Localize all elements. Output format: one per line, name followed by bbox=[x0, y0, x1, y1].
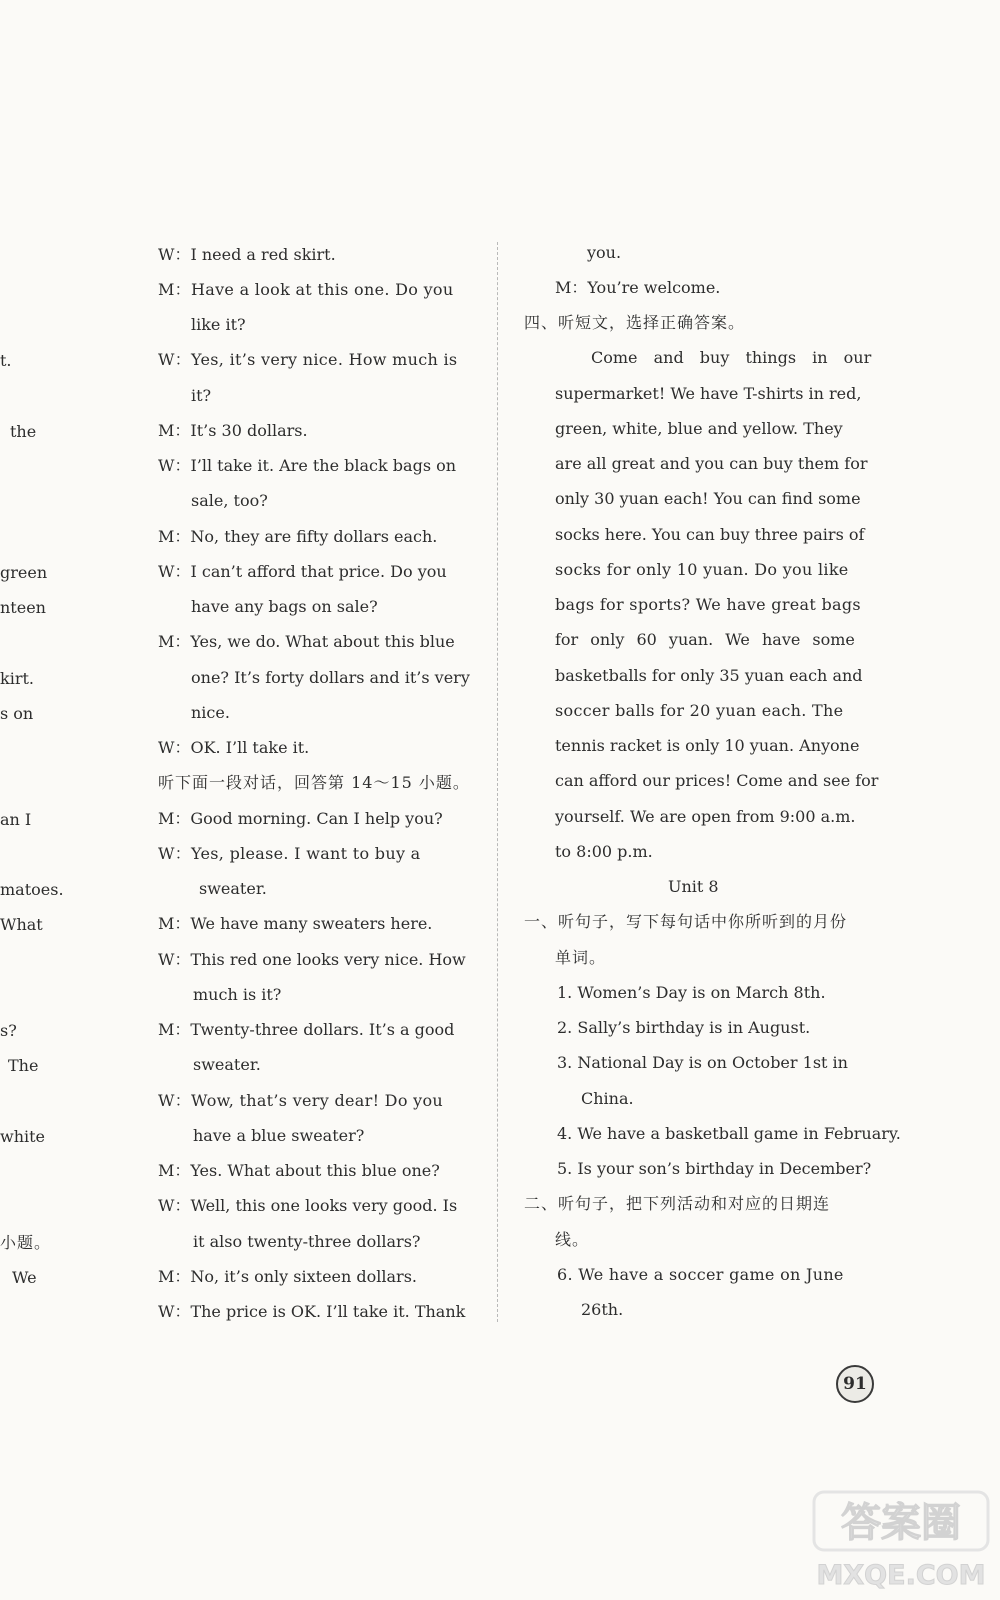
dialogue-line: M：Good morning. Can I help you? bbox=[158, 809, 443, 828]
passage-line: tennis racket is only 10 yuan. Anyone bbox=[555, 736, 860, 755]
dialogue-line: W：I’ll take it. Are the black bags on bbox=[158, 456, 457, 475]
dialogue-line: have any bags on sale? bbox=[191, 597, 378, 616]
passage-line: supermarket! We have T-shirts in red, bbox=[555, 384, 862, 403]
passage-line: Come and buy things in our bbox=[591, 348, 872, 367]
dialogue-line: W：The price is OK. I’ll take it. Thank bbox=[158, 1302, 466, 1321]
section-heading: 线。 bbox=[555, 1230, 590, 1249]
dialogue-line: M：Twenty-three dollars. It’s a good bbox=[158, 1020, 455, 1039]
question-item: 6. We have a soccer game on June bbox=[557, 1265, 844, 1284]
dialogue-line: W：I need a red skirt. bbox=[158, 245, 336, 264]
section-heading: 一、听句子，写下每句话中你所听到的月份 bbox=[524, 912, 848, 931]
margin-fragment: t. bbox=[0, 351, 12, 370]
dialogue-line: M：Yes. What about this blue one? bbox=[158, 1161, 440, 1180]
dialogue-line: sale, too? bbox=[191, 491, 268, 510]
margin-fragment: an I bbox=[0, 810, 32, 829]
margin-fragment: We bbox=[12, 1268, 37, 1287]
passage-line: to 8:00 p.m. bbox=[555, 842, 653, 861]
passage-line: green, white, blue and yellow. They bbox=[555, 419, 843, 438]
passage-line: socks for only 10 yuan. Do you like bbox=[555, 560, 849, 579]
dialogue-line: M：You’re welcome. bbox=[555, 278, 721, 297]
question-item: 4. We have a basketball game in February. bbox=[557, 1124, 901, 1143]
dialogue-line: sweater. bbox=[193, 1055, 261, 1074]
margin-fragment: s on bbox=[0, 704, 34, 723]
dialogue-line: W：OK. I’ll take it. bbox=[158, 738, 310, 757]
section-heading: 四、听短文，选择正确答案。 bbox=[524, 313, 746, 332]
passage-line: basketballs for only 35 yuan each and bbox=[555, 666, 863, 685]
passage-line: socks here. You can buy three pairs of bbox=[555, 525, 865, 544]
margin-fragment: nteen bbox=[0, 598, 46, 617]
dialogue-line: W：Yes, it’s very nice. How much is bbox=[158, 350, 458, 369]
margin-fragment: green bbox=[0, 563, 48, 582]
dialogue-line: W：Yes, please. I want to buy a bbox=[158, 844, 421, 863]
question-item: 1. Women’s Day is on March 8th. bbox=[557, 983, 826, 1002]
column-divider bbox=[497, 242, 498, 1322]
question-item: China. bbox=[581, 1089, 634, 1108]
section-heading: 二、听句子，把下列活动和对应的日期连 bbox=[524, 1194, 831, 1213]
dialogue-line: have a blue sweater? bbox=[193, 1126, 365, 1145]
dialogue-line: M：No, it’s only sixteen dollars. bbox=[158, 1267, 418, 1286]
section-instruction: 听下面一段对话，回答第 14～15 小题。 bbox=[158, 773, 470, 792]
margin-fragment: What bbox=[0, 915, 43, 934]
svg-text:MXQE.COM: MXQE.COM bbox=[816, 1560, 986, 1591]
passage-line: for only 60 yuan. We have some bbox=[555, 630, 855, 649]
dialogue-line: it also twenty-three dollars? bbox=[193, 1232, 421, 1251]
dialogue-line: you. bbox=[587, 243, 622, 262]
dialogue-line: much is it? bbox=[193, 985, 282, 1004]
dialogue-line: M：Yes, we do. What about this blue bbox=[158, 632, 455, 651]
dialogue-line: nice. bbox=[191, 703, 230, 722]
dialogue-line: sweater. bbox=[199, 879, 267, 898]
margin-fragment: kirt. bbox=[0, 669, 34, 688]
dialogue-line: M：Have a look at this one. Do you bbox=[158, 280, 454, 299]
svg-text:答案圈: 答案圈 bbox=[841, 1500, 961, 1546]
dialogue-line: W：This red one looks very nice. How bbox=[158, 950, 466, 969]
passage-line: yourself. We are open from 9:00 a.m. bbox=[555, 807, 856, 826]
passage-line: bags for sports? We have great bags bbox=[555, 595, 861, 614]
margin-fragment: 小题。 bbox=[0, 1233, 52, 1252]
question-item: 3. National Day is on October 1st in bbox=[557, 1053, 848, 1072]
margin-fragment: matoes. bbox=[0, 880, 64, 899]
question-item: 2. Sally’s birthday is in August. bbox=[557, 1018, 811, 1037]
margin-fragment: s? bbox=[0, 1021, 17, 1040]
dialogue-line: like it? bbox=[191, 315, 246, 334]
dialogue-line: M：No, they are fifty dollars each. bbox=[158, 527, 438, 546]
margin-fragment: The bbox=[8, 1056, 39, 1075]
dialogue-line: M：We have many sweaters here. bbox=[158, 914, 433, 933]
section-heading: 单词。 bbox=[555, 948, 607, 967]
question-item: 26th. bbox=[581, 1300, 624, 1319]
dialogue-line: it? bbox=[191, 386, 212, 405]
dialogue-line: W：Wow, that’s very dear! Do you bbox=[158, 1091, 444, 1110]
passage-line: are all great and you can buy them for bbox=[555, 454, 868, 473]
passage-line: soccer balls for 20 yuan each. The bbox=[555, 701, 844, 720]
margin-fragment: the bbox=[10, 422, 37, 441]
passage-line: only 30 yuan each! You can find some bbox=[555, 489, 861, 508]
passage-line: can afford our prices! Come and see for bbox=[555, 771, 879, 790]
question-item: 5. Is your son’s birthday in December? bbox=[557, 1159, 872, 1178]
dialogue-line: one? It’s forty dollars and it’s very bbox=[191, 668, 470, 687]
watermark-logo bbox=[812, 1488, 990, 1592]
margin-fragment: white bbox=[0, 1127, 46, 1146]
page-number: 91 bbox=[836, 1365, 874, 1403]
unit-title: Unit 8 bbox=[668, 877, 719, 896]
dialogue-line: W：I can’t afford that price. Do you bbox=[158, 562, 447, 581]
dialogue-line: M：It’s 30 dollars. bbox=[158, 421, 308, 440]
dialogue-line: W：Well, this one looks very good. Is bbox=[158, 1196, 458, 1215]
